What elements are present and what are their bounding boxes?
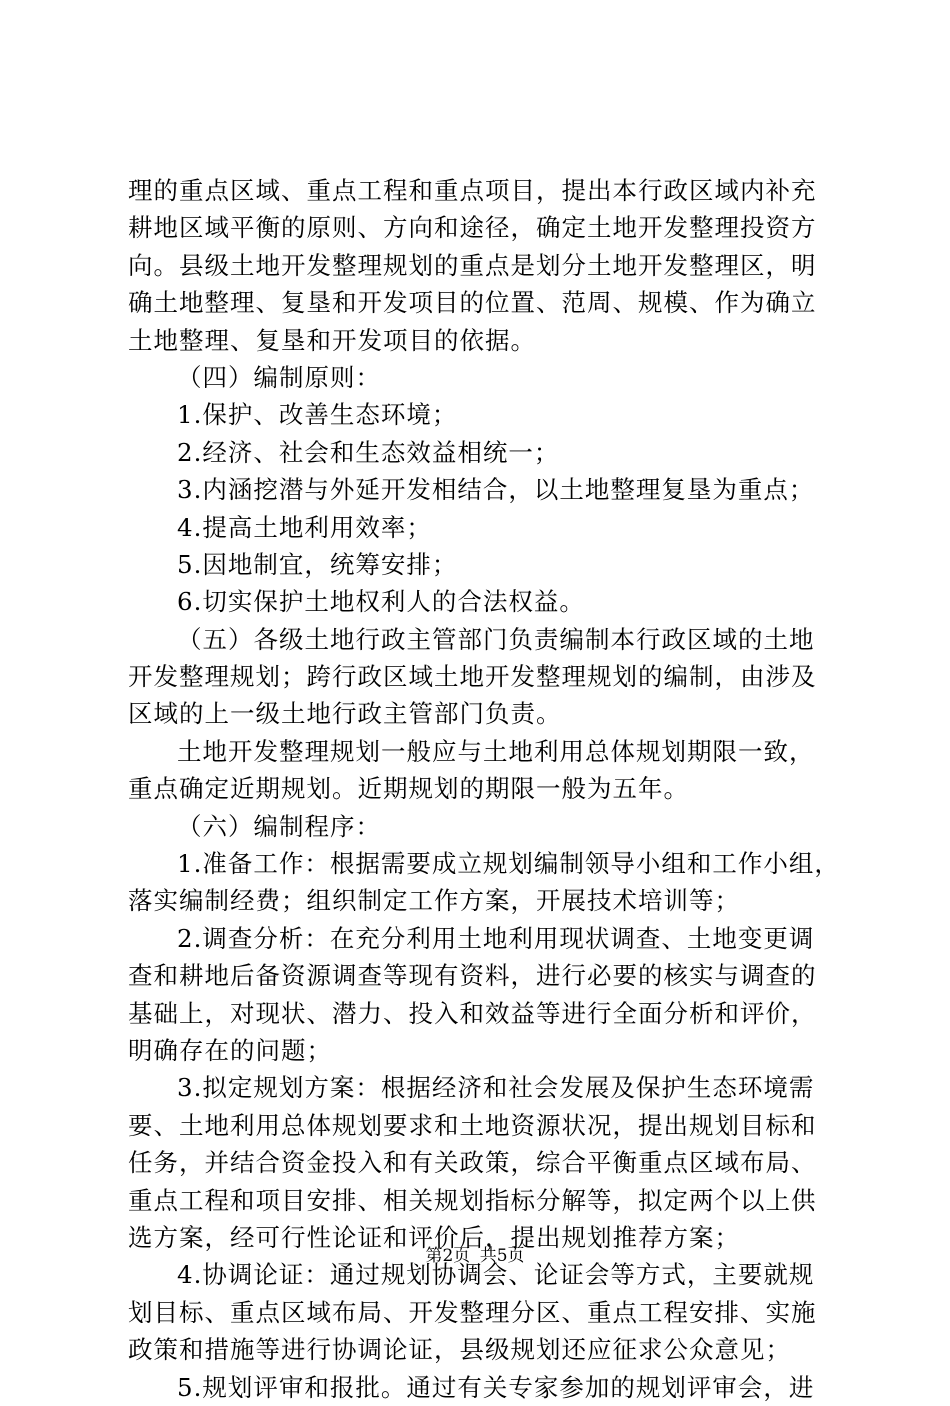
text-line: 基础上，对现状、潜力、投入和效益等进行全面分析和评价， [128, 998, 817, 1028]
text-line: 4.协调论证：通过规划协调会、论证会等方式，主要就规 [177, 1260, 815, 1290]
page-number: 第2页 [425, 1246, 471, 1266]
text-line: 5.因地制宜，统筹安排； [177, 549, 458, 579]
text-line: 明确存在的问题； [128, 1035, 332, 1065]
text-line: 要、土地利用总体规划要求和土地资源状况，提出规划目标和 [128, 1110, 817, 1140]
text-line: 开发整理规划；跨行政区域土地开发整理规划的编制，由涉及 [128, 662, 817, 692]
text-line: 耕地区域平衡的原则、方向和途径，确定土地开发整理投资方 [128, 213, 817, 243]
text-line: 1.保护、改善生态环境； [177, 400, 458, 430]
text-line: 政策和措施等进行协调论证，县级规划还应征求公众意见； [128, 1335, 791, 1365]
text-line: 落实编制经费；组织制定工作方案，开展技术培训等； [128, 886, 740, 916]
text-line: 2.经济、社会和生态效益相统一； [177, 437, 560, 467]
text-line: 区域的上一级土地行政主管部门负责。 [128, 699, 562, 729]
text-line: 理的重点区域、重点工程和重点项目，提出本行政区域内补充 [128, 176, 817, 205]
text-line: 划目标、重点区域布局、开发整理分区、重点工程安排、实施 [128, 1297, 817, 1327]
text-line: 重点工程和项目安排、相关规划指标分解等，拟定两个以上供 [128, 1185, 817, 1215]
text-line: 向。县级土地开发整理规划的重点是划分土地开发整理区，明 [128, 250, 817, 280]
text-line: 确土地整理、复垦和开发项目的位置、范周、规模、作为确立 [128, 288, 817, 318]
text-line: 土地整理、复垦和开发项目的依据。 [128, 325, 536, 355]
text-line: 查和耕地后备资源调查等现有资料，进行必要的核实与调查的 [128, 961, 817, 991]
text-line: 5.规划评审和报批。通过有关专家参加的规划评审会，进 [177, 1372, 815, 1402]
text-line: 6.切实保护土地权利人的合法权益。 [177, 587, 585, 617]
document-body [128, 172, 848, 1406]
text-line: 重点确定近期规划。近期规划的期限一般为五年。 [128, 774, 689, 804]
text-line: 任务，并结合资金投入和有关政策，综合平衡重点区域布局、 [128, 1148, 817, 1178]
text-line: 选方案，经可行性论证和评价后，提出规划推荐方案； [128, 1222, 740, 1252]
text-line: 3.内涵挖潜与外延开发相结合，以土地整理复垦为重点； [177, 475, 815, 505]
text-line: （五）各级土地行政主管部门负责编制本行政区域的土地 [177, 624, 815, 654]
text-line: 土地开发整理规划一般应与土地利用总体规划期限一致， [177, 736, 815, 766]
page-total: 共5页 [479, 1246, 525, 1266]
text-line: 2.调查分析：在充分利用土地利用现状调查、土地变更调 [177, 923, 815, 953]
text-line: （六）编制程序： [177, 811, 381, 841]
page-footer [0, 1244, 950, 1268]
text-line: 3.拟定规划方案：根据经济和社会发展及保护生态环境需 [177, 1073, 815, 1103]
text-line: 4.提高土地利用效率； [177, 512, 432, 542]
text-line: （四）编制原则： [177, 362, 381, 392]
text-line: 1.准备工作：根据需要成立规划编制领导小组和工作小组， [177, 849, 840, 879]
